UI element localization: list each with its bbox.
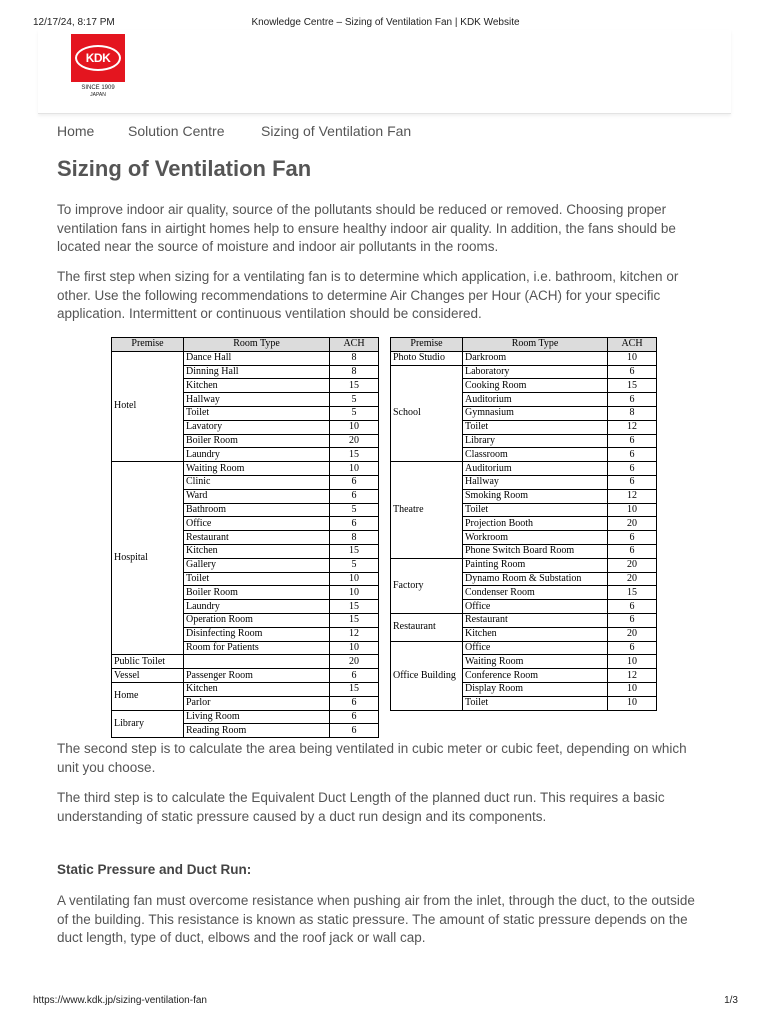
header-room-type: Room Type [463, 338, 608, 352]
kdk-logo-mark [71, 34, 125, 82]
ach-cell: 6 [608, 544, 657, 558]
room-type-cell [184, 655, 330, 669]
room-type-cell: Toilet [463, 420, 608, 434]
room-type-cell: Kitchen [184, 544, 330, 558]
header-ach: ACH [330, 338, 379, 352]
ach-cell: 12 [608, 420, 657, 434]
room-type-cell: Restaurant [184, 531, 330, 545]
room-type-cell: Waiting Room [184, 462, 330, 476]
ach-cell: 10 [608, 503, 657, 517]
premise-cell: Office Building [391, 641, 463, 710]
room-type-cell: Smoking Room [463, 489, 608, 503]
ach-cell: 10 [330, 586, 379, 600]
ach-cell: 15 [330, 682, 379, 696]
premise-cell: Vessel [112, 669, 184, 683]
room-type-cell: Dinning Hall [184, 365, 330, 379]
logo-japan: JAPAN [90, 92, 106, 98]
print-footer [33, 995, 738, 1009]
ach-cell: 6 [330, 696, 379, 710]
static-pressure-heading: Static Pressure and Duct Run: [57, 862, 252, 877]
room-type-cell: Laundry [184, 448, 330, 462]
ach-cell: 6 [330, 475, 379, 489]
room-type-cell: Restaurant [463, 613, 608, 627]
ach-cell: 5 [330, 558, 379, 572]
room-type-cell: Office [463, 641, 608, 655]
premise-cell: Library [112, 710, 184, 738]
ach-cell: 20 [608, 627, 657, 641]
ach-cell: 20 [608, 517, 657, 531]
table-row [112, 351, 379, 365]
room-type-cell: Toilet [184, 406, 330, 420]
room-type-cell: Reading Room [184, 724, 330, 738]
ach-cell: 12 [608, 489, 657, 503]
room-type-cell: Kitchen [184, 379, 330, 393]
room-type-cell: Kitchen [463, 627, 608, 641]
table-row [112, 655, 379, 669]
print-page-number: 1/3 [724, 995, 738, 1006]
ach-cell: 6 [608, 365, 657, 379]
room-type-cell: Lavatory [184, 420, 330, 434]
ach-cell: 10 [330, 462, 379, 476]
table-row [391, 558, 657, 572]
table-row [391, 462, 657, 476]
ach-cell: 6 [608, 475, 657, 489]
room-type-cell: Laboratory [463, 365, 608, 379]
header-premise: Premise [112, 338, 184, 352]
ach-cell: 5 [330, 406, 379, 420]
ach-table-right-body [391, 351, 657, 710]
room-type-cell: Cooking Room [463, 379, 608, 393]
room-type-cell: Toilet [184, 572, 330, 586]
table-row [112, 682, 379, 696]
breadcrumb-current[interactable]: Sizing of Ventilation Fan [261, 123, 412, 139]
ach-cell: 6 [608, 531, 657, 545]
print-datetime: 12/17/24, 8:17 PM [33, 17, 115, 28]
premise-cell: Hospital [112, 462, 184, 655]
print-header [33, 17, 738, 31]
room-type-cell: Waiting Room [463, 655, 608, 669]
room-type-cell: Dynamo Room & Substation [463, 572, 608, 586]
intro-paragraph: To improve indoor air quality, source of the pollutants should be reduced or removed. Choosing proper ventilation fans in airtight homes help to ensure healthy indoor air quality. In addition, the fans should be located near the source of moisture and indoor air pollutants in the rooms. [57, 202, 676, 254]
ach-cell: 15 [608, 379, 657, 393]
room-type-cell: Workroom [463, 531, 608, 545]
room-type-cell: Ward [184, 489, 330, 503]
print-url: https://www.kdk.jp/sizing-ventilation-fan [33, 995, 207, 1006]
room-type-cell: Office [184, 517, 330, 531]
table-row [112, 462, 379, 476]
table-row [391, 365, 657, 379]
ach-cell: 10 [330, 420, 379, 434]
ach-cell: 10 [330, 641, 379, 655]
ach-cell: 6 [608, 613, 657, 627]
table-row [112, 669, 379, 683]
room-type-cell: Boiler Room [184, 586, 330, 600]
ach-cell: 6 [608, 434, 657, 448]
premise-cell: Public Toilet [112, 655, 184, 669]
ach-cell: 6 [608, 600, 657, 614]
breadcrumb-home[interactable]: Home [57, 123, 95, 139]
room-type-cell: Darkroom [463, 351, 608, 365]
static-pressure-paragraph: A ventilating fan must overcome resistance when pushing air from the inlet, through the duct, to the outside of the building. This resistance is known as static pressure. The amount of static pressure depends on the duct length, type of duct, elbows and the roof jack or wall cap. [57, 893, 695, 945]
room-type-cell: Laundry [184, 600, 330, 614]
room-type-cell: Kitchen [184, 682, 330, 696]
page-title: Sizing of Ventilation Fan [57, 156, 312, 181]
ach-cell: 6 [608, 393, 657, 407]
ach-cell: 15 [330, 613, 379, 627]
premise-cell: Theatre [391, 462, 463, 559]
ach-cell: 8 [330, 365, 379, 379]
room-type-cell: Parlor [184, 696, 330, 710]
ach-cell: 6 [608, 462, 657, 476]
ach-cell: 10 [330, 572, 379, 586]
third-step-paragraph: The third step is to calculate the Equivalent Duct Length of the planned duct run. This requires a basic understanding of static pressure caused by a duct run design and its components. [57, 790, 665, 824]
header-premise: Premise [391, 338, 463, 352]
logo-brand: KDK [85, 51, 111, 65]
room-type-cell: Phone Switch Board Room [463, 544, 608, 558]
kdk-logo[interactable] [71, 34, 125, 104]
ach-cell: 10 [608, 682, 657, 696]
room-type-cell: Dance Hall [184, 351, 330, 365]
room-type-cell: Painting Room [463, 558, 608, 572]
ach-table-left [111, 337, 379, 738]
ach-cell: 5 [330, 503, 379, 517]
ach-cell: 8 [330, 531, 379, 545]
room-type-cell: Gymnasium [463, 406, 608, 420]
room-type-cell: Bathroom [184, 503, 330, 517]
ach-cell: 10 [608, 696, 657, 710]
room-type-cell: Boiler Room [184, 434, 330, 448]
room-type-cell: Clinic [184, 475, 330, 489]
ach-cell: 6 [330, 710, 379, 724]
room-type-cell: Toilet [463, 503, 608, 517]
ach-cell: 6 [330, 489, 379, 503]
ach-cell: 10 [608, 655, 657, 669]
ach-cell: 6 [330, 669, 379, 683]
ach-cell: 15 [330, 600, 379, 614]
premise-cell: Restaurant [391, 613, 463, 641]
print-page-title: Knowledge Centre – Sizing of Ventilation Fan | KDK Website [251, 17, 520, 28]
room-type-cell: Conference Room [463, 669, 608, 683]
room-type-cell: Disinfecting Room [184, 627, 330, 641]
ach-cell: 5 [330, 393, 379, 407]
ach-cell: 8 [330, 351, 379, 365]
header-ach: ACH [608, 338, 657, 352]
room-type-cell: Hallway [184, 393, 330, 407]
table-row [112, 710, 379, 724]
second-step-paragraph: The second step is to calculate the area being ventilated in cubic meter or cubic feet, depending on which unit you choose. [57, 741, 687, 775]
room-type-cell: Room for Patients [184, 641, 330, 655]
ach-cell: 12 [330, 627, 379, 641]
header-room-type: Room Type [184, 338, 330, 352]
premise-cell: Photo Studio [391, 351, 463, 365]
table-row [391, 351, 657, 365]
ach-table-left-body [112, 351, 379, 737]
logo-since: SINCE 1909 [81, 85, 115, 91]
ach-cell: 20 [608, 572, 657, 586]
site-header [38, 30, 731, 114]
ach-cell: 8 [608, 406, 657, 420]
room-type-cell: Toilet [463, 696, 608, 710]
ach-cell: 12 [608, 669, 657, 683]
ach-cell: 20 [330, 655, 379, 669]
room-type-cell: Office [463, 600, 608, 614]
ach-cell: 20 [330, 434, 379, 448]
first-step-paragraph: The first step when sizing for a ventilating fan is to determine which application, i.e. bathroom, kitchen or other. Use the following recommendations to determine Air Changes per Hour (ACH) for your specific application. Intermittent or continuous ventilation should be considered. [57, 269, 679, 321]
room-type-cell: Gallery [184, 558, 330, 572]
ach-cell: 6 [330, 517, 379, 531]
table-row [391, 641, 657, 655]
room-type-cell: Passenger Room [184, 669, 330, 683]
room-type-cell: Condenser Room [463, 586, 608, 600]
room-type-cell: Auditorium [463, 462, 608, 476]
room-type-cell: Living Room [184, 710, 330, 724]
ach-cell: 15 [608, 586, 657, 600]
table-row [391, 613, 657, 627]
room-type-cell: Hallway [463, 475, 608, 489]
premise-cell: Home [112, 682, 184, 710]
ach-cell: 20 [608, 558, 657, 572]
room-type-cell: Projection Booth [463, 517, 608, 531]
ach-cell: 15 [330, 448, 379, 462]
ach-cell: 6 [608, 448, 657, 462]
room-type-cell: Classroom [463, 448, 608, 462]
ach-cell: 15 [330, 379, 379, 393]
ach-cell: 15 [330, 544, 379, 558]
room-type-cell: Auditorium [463, 393, 608, 407]
ach-table-right [390, 337, 657, 711]
premise-cell: Hotel [112, 351, 184, 461]
premise-cell: School [391, 365, 463, 462]
breadcrumb-solution-centre[interactable]: Solution Centre [128, 123, 225, 139]
ach-cell: 6 [608, 641, 657, 655]
ach-cell: 6 [330, 724, 379, 738]
room-type-cell: Operation Room [184, 613, 330, 627]
room-type-cell: Library [463, 434, 608, 448]
premise-cell: Factory [391, 558, 463, 613]
ach-cell: 10 [608, 351, 657, 365]
room-type-cell: Display Room [463, 682, 608, 696]
